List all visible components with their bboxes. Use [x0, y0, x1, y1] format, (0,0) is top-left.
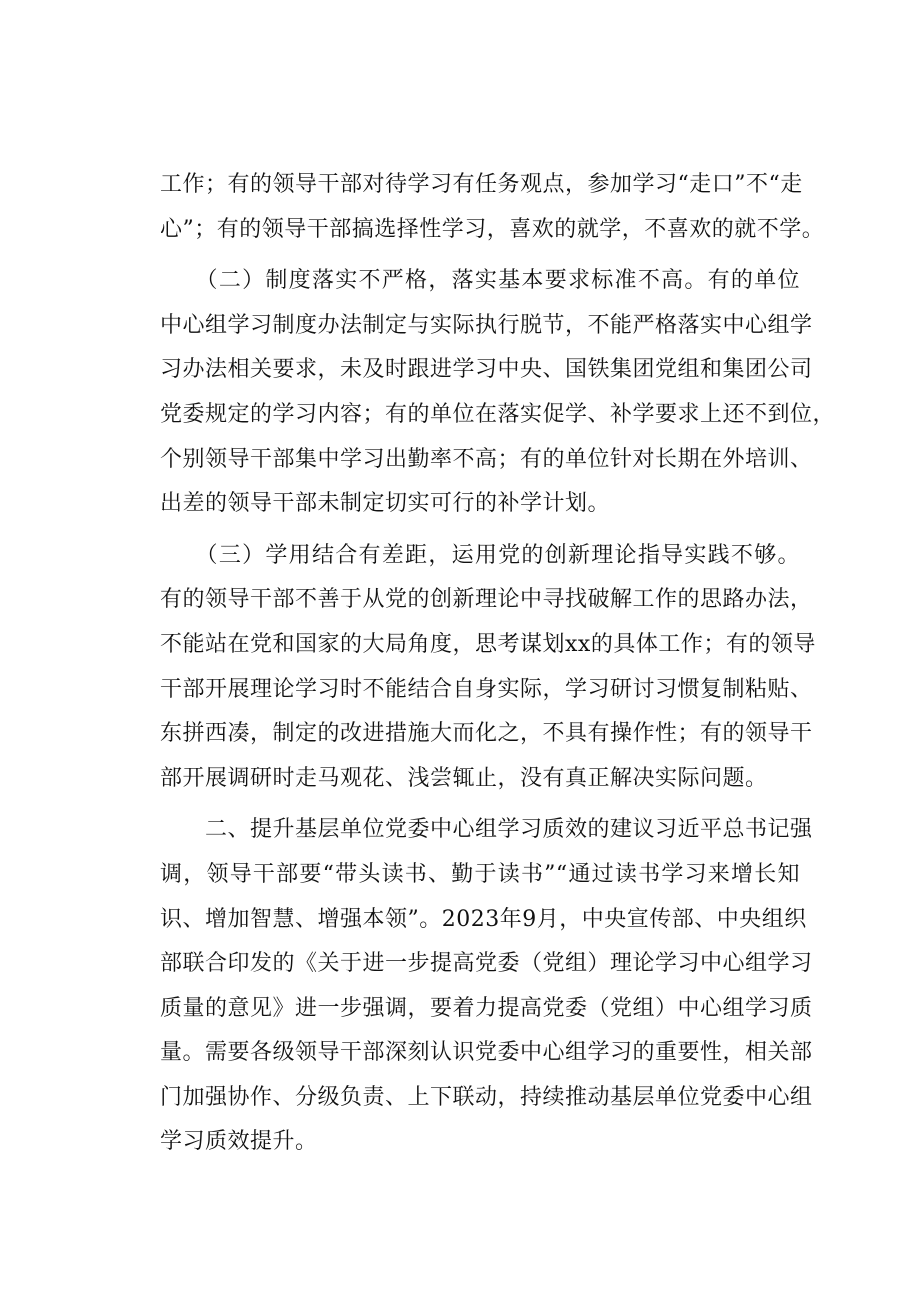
paragraph	[160, 534, 816, 802]
text-line: （三）学用结合有差距，运用党的创新理论指导实践不够。	[160, 542, 800, 568]
text-line: 干部开展理论学习时不能结合自身实际，学习研讨习惯复制粘贴、	[160, 676, 813, 702]
text-line: 质量的意见》进一步强调，要着力提高党委（党组）中心组学习质	[160, 995, 813, 1021]
paragraph	[160, 259, 836, 527]
text-line: 出差的领导干部未制定切实可行的补学计划。	[160, 491, 611, 517]
text-line: 个别领导干部集中学习出勤率不高；有的单位针对长期在外培训、	[160, 446, 813, 472]
text-line: 东拼西凑，制定的改进措施大而化之，不具有操作性；有的领导干	[160, 721, 813, 747]
text-line: 量。需要各级领导干部深刻认识党委中心组学习的重要性，相关部	[160, 1040, 813, 1066]
text-line: 门加强协作、分级负责、上下联动，持续推动基层单位党委中心组	[160, 1084, 813, 1110]
paragraph	[160, 163, 825, 252]
text-line: 二、提升基层单位党委中心组学习质效的建议习近平总书记强	[160, 817, 813, 843]
text-line: 部开展调研时走马观花、浅尝辄止，没有真正解决实际问题。	[160, 765, 768, 791]
text-line: 中心组学习制度办法制定与实际执行脱节，不能严格落实中心组学	[160, 312, 813, 338]
paragraph-gap	[160, 527, 800, 534]
text-line: 识、增加智慧、增强本领”。2023年9月，中央宣传部、中央组织	[160, 906, 807, 932]
document-body	[160, 163, 836, 1165]
text-line: 心”；有的领导干部搞选择性学习，喜欢的就学，不喜欢的就不学。	[160, 216, 825, 242]
text-line: 有的领导干部不善于从党的创新理论中寻找破解工作的思路办法，	[160, 587, 813, 613]
text-line: 部联合印发的《关于进一步提高党委（党组）理论学习中心组学习	[160, 951, 813, 977]
text-line: 党委规定的学习内容；有的单位在落实促学、补学要求上还不到位，	[160, 401, 836, 427]
text-line: 不能站在党和国家的大局角度，思考谋划xx的具体工作；有的领导	[160, 631, 816, 657]
text-line: 调，领导干部要“带头读书、勤于读书”“通过读书学习来增长知	[160, 861, 800, 887]
text-line: （二）制度落实不严格，落实基本要求标准不高。有的单位	[160, 268, 800, 294]
paragraph-gap	[160, 801, 800, 808]
text-line: 学习质效提升。	[160, 1129, 318, 1155]
text-line: 工作；有的领导干部对待学习有任务观点，参加学习“走口”不“走	[160, 172, 803, 197]
paragraph-gap	[160, 252, 800, 259]
text-line: 习办法相关要求，未及时跟进学习中央、国铁集团党组和集团公司	[160, 357, 813, 383]
paragraph	[160, 808, 813, 1165]
